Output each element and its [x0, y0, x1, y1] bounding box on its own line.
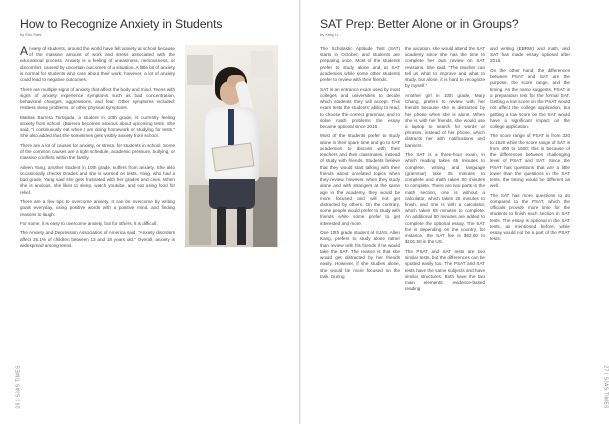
- article-paragraph: One 10th grade student at SJAS, Allen Kang, prefers to study alone rather than review with his friends if he would take the SAT. The reason is that she would get distracted by her friends easily. However, if she studies alone, she would be more focused on the task. During: [320, 230, 400, 279]
- student-photo: [185, 45, 278, 247]
- article-paragraph: There are a few tips to overcome anxiety. It can be overcome by writing goals everyday, using positive words with a positive mind, and finding reasons to laugh.: [20, 199, 175, 217]
- article-paragraph: Anxiety of students, around the world have felt anxiety at school because of the massive amount of work and stress associated with the educational process. Anxiety is a feeling of uneasiness, nervousness, or discomfort, caused by uncertain outcomes of a situation. A little bit of anxiety is normal for students who care about their work; however, a lot of anxiety could lead to negative outcomes.: [20, 44, 175, 83]
- article-paragraph: There are a lot of causes for anxiety, or stress, for students in school. Some of the common causes are a tight schedule, academic pressure, bullying, or massive conflicts within the family.: [20, 142, 175, 161]
- article-paragraph: The Anxiety and Depression Association of America said, "Anxiety disorders affect 25.1% of children between 13 and 18 years old." Overall, anxiety is widespread among teens.: [20, 230, 175, 248]
- article-paragraph: The SAT is a three-hour exam, in which reading takes 65 minutes to complete, writing and language (grammar) take 35 minutes to complete and math takes 80 minutes to complete. There are two parts in the math section, one is without a calculator, which takes 25 minutes to finish, and one is with a calculator, which takes 55 minutes to complete. An additional 50 minutes are added to complete the optional essay. The SAT fee is depending on the country, for instance, the SAT fee is $52.50 to $101.50 in the US.: [405, 152, 485, 245]
- article-column-1: [320, 46, 400, 398]
- article-paragraph: The score range of PSAT is from 320 to 1520 while the score range of SAT is from 400 to 1600; this is because of the differences between challenging level of PSAT and SAT. Since the PSAT has questions that are a little lower than the questions in the SAT tests, the timing would be different as well.: [490, 133, 570, 189]
- drop-cap: A: [20, 44, 29, 58]
- article-paragraph: The Scholastic Aptitude Test (SAT) starts in October, and students are preparing once. Most of the students prefer to study alone and at SAT academies while some other students prefer to review with their friends.: [320, 46, 400, 83]
- article-column-3: [490, 46, 570, 398]
- article-paragraph: For some, it is easy to overcome anxiety, but for others, it is difficult.: [20, 220, 158, 226]
- article-paragraph: and writing (EBRW) and math, and SAT has made essay optional after 2016.: [490, 46, 570, 64]
- article-paragraph: Most of the students prefer to study alone in their spare time and go to SAT academies to discuss with their teachers and their classmates, instead of study with friends. Students believe that they would start talking with their friends about unrelated topics when they review, however, when they study alone and with strangers at the same age in the academy, they would be more focused and will not get distracted by others. On the contrary, some people would prefer to study with friends while some prefer to get interested and more.: [320, 133, 400, 226]
- article-paragraph: There are multiple signs of anxiety that affect the body and mind. Teens with signs of anxiety experience symptoms such as bad concentration, behavioral changes, aggressions, and fear. Other symptoms included: restless sleep problems, or other physical symptoms.: [20, 86, 175, 111]
- right-page: [301, 0, 609, 424]
- article-byline: by Kelly Li: [320, 32, 339, 37]
- article-title: SAT Prep: Better Alone or in Groups?: [320, 17, 519, 31]
- page-folio: 26 | SJAS TIMES: [15, 365, 22, 409]
- article-column-2: [405, 46, 485, 398]
- article-byline: by Eric Park: [20, 32, 42, 37]
- article-paragraph: Aileen Yang, another student in 10th grade, suffers from anxiety. She also occasionally checks Grades and she is worried on tests. Yang, who had a bad grade, Yang said she gets frustrated with her grades and cries. When she is anxious, she likes to sleep, watch youtube, and eat using food for relief.: [20, 164, 175, 195]
- page-folio: 27 | SJAS TIMES: [602, 365, 609, 409]
- article-title: How to Recognize Anxiety in Students: [20, 17, 223, 31]
- article-paragraph: On the other hand, the differences between PSAT and SAT are the purpose, the score range, and the timing. As the name suggests, PSAT is a preparation test for the formal SAT. Getting a low score on the PSAT would not affect the college application, but getting a low score on the SAT would have a significant impact on the college application.: [490, 67, 570, 129]
- article-column-1: [20, 46, 175, 398]
- article-paragraph: The PSAT and SAT tests are two similar tests, but the differences can be spotted easily too. The PSAT and SAT tests have the same subjects and have similar structures. Both have the two main elements: evidence-based reading: [405, 248, 485, 292]
- article-paragraph: The SAT has more questions to do compared to the PSAT, which the officials provide more time for the students to finish each section in SAT tests. The essay is optional in the SAT tests, as mentioned before, while essay would not be a part of the PSAT tests.: [490, 192, 570, 242]
- article-paragraph: Another girl in 10th grade, Mary Chang, prefers to review with her friends because she is distracted by her phone when she is alone. When she is with her friends, she would use a laptop to search for words or phrases, instead of her phone, which distracts her with notifications and banners.: [405, 92, 485, 148]
- article-paragraph: SAT is an entrance exam used by most colleges and universities to decide which students they will accept. This exam tests the students' ability to read, to choose the correct grammar, and to solve math problems the essay became optional since 2016.: [320, 86, 400, 129]
- article-paragraph: the vacation, she would attend the SAT academy since she has the time to complete her own review on SAT revisions. She said, "The teacher can tell us what to improve and what to study, but alone, it is hard to recognize by myself.": [405, 46, 485, 89]
- article-paragraph: Mattias Barrera Tortajada, a student in 10th grade, is currently feeling anxiety from school. (Barrera becomes anxious about upcoming tests. She said, "I continuously eat when I am doing homework or studying for tests." She also added that she sometimes gets visibly anxiety from school.: [20, 114, 175, 139]
- left-page: [0, 0, 299, 424]
